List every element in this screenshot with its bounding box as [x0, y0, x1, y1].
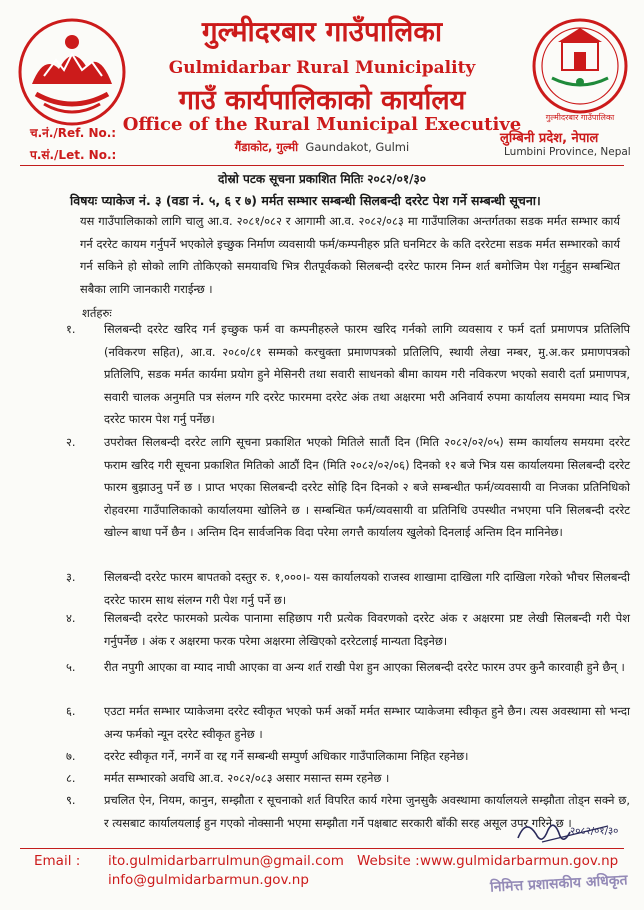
condition-text: एउटा मर्मत सम्भार प्याकेजमा दररेट स्वीकृत भएको फर्म अर्को मर्मत सम्भार प्याकेजमा स्वीकृत हुने छैन। त्यस अवस्थामा सो भन्दा अन्य फर्मको न्यून दररेट स्वीकृत हुनेछ ।: [104, 704, 630, 741]
handwritten-signature: [512, 812, 622, 852]
condition-number: ७.: [66, 749, 76, 763]
condition-text: प्रचलित ऐन, नियम, कानुन, सम्झौता र सूचनाको शर्त विपरित कार्य गरेमा जुनसुकै अवस्थामा कार्यालयले सम्झौता तोड्न सक्ने छ, र त्यसबाट कार्यालयलाई हुन गएको नोक्सानी भएमा सम्झौता गर्ने पक्षबाट सरकारी बाँकी सरह असूल उपर गरिने छ ।: [104, 793, 630, 830]
condition-text: उपरोक्त सिलबन्दी दररेट लागि सूचना प्रकाशित भएको मितिले सातौं दिन (मिति २०८२/०२/०५) सम्म कार्यालय समयमा दररेट फराम खरिद गरी सूचना प्रकाशित मितिको आठौं दिन (मिति २०८२/०२/०६) दिनको १२ बजे भित्र यस कार्यालयमा सिलबन्दी दररेट फारम बुझाउनु पर्ने छ । प्राप्त भएका सिलबन्दी दररेट सोहि दिन दिनको २ बजे सम्बन्धीत फर्म/व्यवसायी वा निजका प्रतिनिधिको रोहवरमा गाउँपालिकाको कार्यालयमा खोलिने छ । सम्बन्धित फर्म/व्यवसायी वा प्रतिनिधि उपस्थीत नभएमा पनि सिलबन्दी दररेट खोल्न बाधा पर्ने छैन । अन्तिम दिन सार्वजनिक विदा परेमा लगत्तै कार्यालय खुलेको दिनलाई अन्तिम दिन मानिनेछ।: [104, 435, 630, 540]
condition-text: मर्मत सम्भारको अवधि आ.व. २०८२/०८३ असार मसान्त सम्म रहनेछ ।: [104, 771, 390, 785]
footer-divider: [20, 848, 624, 849]
email-address-secondary[interactable]: info@gulmidarbarmun.gov.np: [108, 872, 309, 888]
condition-item: [66, 656, 630, 679]
condition-item: [66, 607, 630, 652]
website-link[interactable]: www.gulmidarbarmun.gov.np: [420, 853, 619, 869]
condition-number: ३.: [66, 570, 76, 584]
condition-number: ८.: [66, 771, 76, 785]
province-english: Lumbini Province, Nepal: [504, 146, 631, 158]
condition-number: ४.: [66, 611, 76, 625]
email-label: Email :: [34, 853, 81, 869]
signature-date: २०८२/०१/३०: [570, 826, 619, 837]
logo-lettering: गुल्मीदरबार गाउँपालिका: [545, 113, 615, 122]
municipality-name-english: Gulmidarbar Rural Municipality: [168, 58, 476, 78]
website-label: Website :: [357, 853, 420, 869]
condition-item: [66, 318, 630, 431]
notice-publication-date: दोस्रो पटक सूचना प्रकाशित मितिः २०८२/०१/३०: [218, 172, 426, 186]
condition-text: रीत नपुगी आएका वा म्याद नाघी आएका वा अन्य शर्त राखी पेश हुन आएका सिलबन्दी दररेट फारम उपर कुनै कारवाही हुने छैन् ।: [104, 660, 625, 674]
address-nepali: गैंडाकोट, गुल्मी: [234, 140, 299, 154]
notice-subject: विषयः प्याकेज नं. ३ (वडा नं. ५, ६ र ७) मर्मत सम्भार सम्बन्धी सिलबन्दी दररेट पेश गर्ने सम्बन्धी सूचना।: [70, 193, 541, 208]
condition-number: ५.: [66, 660, 76, 674]
letter-number-label: प.सं./Let. No.:: [30, 148, 117, 162]
email-address-primary[interactable]: ito.gulmidarbarrulmun@gmail.com: [108, 853, 344, 869]
condition-number: १.: [66, 322, 76, 336]
reference-number-label: च.नं./Ref. No.:: [30, 126, 117, 140]
address-english: Gaundakot, Gulmi: [305, 140, 410, 154]
condition-item: [66, 566, 630, 611]
header-divider: [20, 165, 624, 166]
conditions-heading: शर्तहरुः: [82, 306, 112, 320]
condition-text: सिलबन्दी दररेट फारम बापतको दस्तुर रु. १,०००।- यस कार्यालयको राजस्व शाखामा दाखिला गरि दाखिला गरेको भौचर सिलबन्दी दररेट फारम साथ संलग्न गरी पेश गर्नु पर्ने छ।: [104, 570, 630, 607]
condition-item: [66, 745, 630, 768]
notice-intro-paragraph: यस गाउँपालिकाको लागि चालु आ.व. २०८१/०८२ र आगामी आ.व. २०८२/०८३ मा गाउँपालिका अन्तर्गतका सडक मर्मत सम्भार कार्य गर्न दररेट कायम गर्नुपर्ने भएकोले इच्छुक निर्माण व्यवसायी फर्म/कम्पनीहरु प्रति घनमिटर के कति दररेटमा सडक मर्मत सम्भारको कार्य गर्न सकिने हो सोको लागि तोकिएको समयावधि भित्र रीतपूर्वकको सिलबन्दी दररेट फारम निम्न शर्त बमोजिम पेश गर्नुहुन सम्बन्धित सबैका लागि जानकारी गराईन्छ ।: [80, 214, 620, 296]
condition-item: [66, 700, 630, 745]
condition-number: ६.: [66, 704, 76, 718]
condition-item: [66, 767, 630, 790]
condition-text: सिलबन्दी दररेट खरिद गर्न इच्छुक फर्म वा कम्पनीहरुले फारम खरिद गर्नको लागि व्यवसाय र फर्म दर्ता प्रमाणपत्र प्रतिलिपि (नविकरण सहित), आ.व. २०८०/८१ सम्मको करचुक्ता प्रमाणपत्रको प्रतिलिपि, स्थायी लेखा नम्बर, मु.अ.कर प्रमाणपत्रको प्रतिलिपि, सडक मर्मत कार्यमा प्रयोग हुने मेसिनरी तथा सवारी साधनको बीमा कायम गरी नविकरण भएको सवारी दर्ता प्रमाणपत्र, सवारी चालक अनुमति पत्र संलग्न गरि दररेट फारममा दररेट अंक तथा अक्षरमा भरी अनिवार्य रुपमा कार्यालय समयमा म्याद भित्र दररेट फारम पेश गर्नु पर्नेछ।: [104, 322, 630, 427]
province-nepali: लुम्बिनी प्रदेश, नेपाल: [500, 131, 599, 146]
office-name-nepali: गाउँ कार्यपालिकाको कार्यालय: [178, 85, 466, 116]
condition-text: सिलबन्दी दररेट फारमको प्रत्येक पानामा सहिछाप गरी प्रत्येक विवरणको दररेट अंक र अक्षरमा प्रष्ट लेखी सिलबन्दी गरी पेश गर्नुपर्नेछ । अंक र अक्षरमा फरक परेमा अक्षरमा लेखिएको दररेटलाई मान्यता दिइनेछ।: [104, 611, 630, 648]
condition-number: २.: [66, 435, 76, 449]
condition-item: [66, 431, 630, 544]
condition-number: ९.: [66, 793, 76, 807]
officer-stamp: निमित्त प्रशासकीय अधिकृत: [489, 872, 628, 896]
condition-text: दररेट स्वीकृत गर्ने, नगर्ने वा रद्द गर्ने सम्बन्धी सम्पुर्ण अधिकार गाउँपालिकामा निहित रहनेछ।: [104, 749, 469, 763]
municipality-name-nepali: गुल्मीदरबार गाउँपालिका: [201, 15, 443, 48]
office-name-english: Office of the Rural Municipal Executive: [122, 114, 522, 135]
